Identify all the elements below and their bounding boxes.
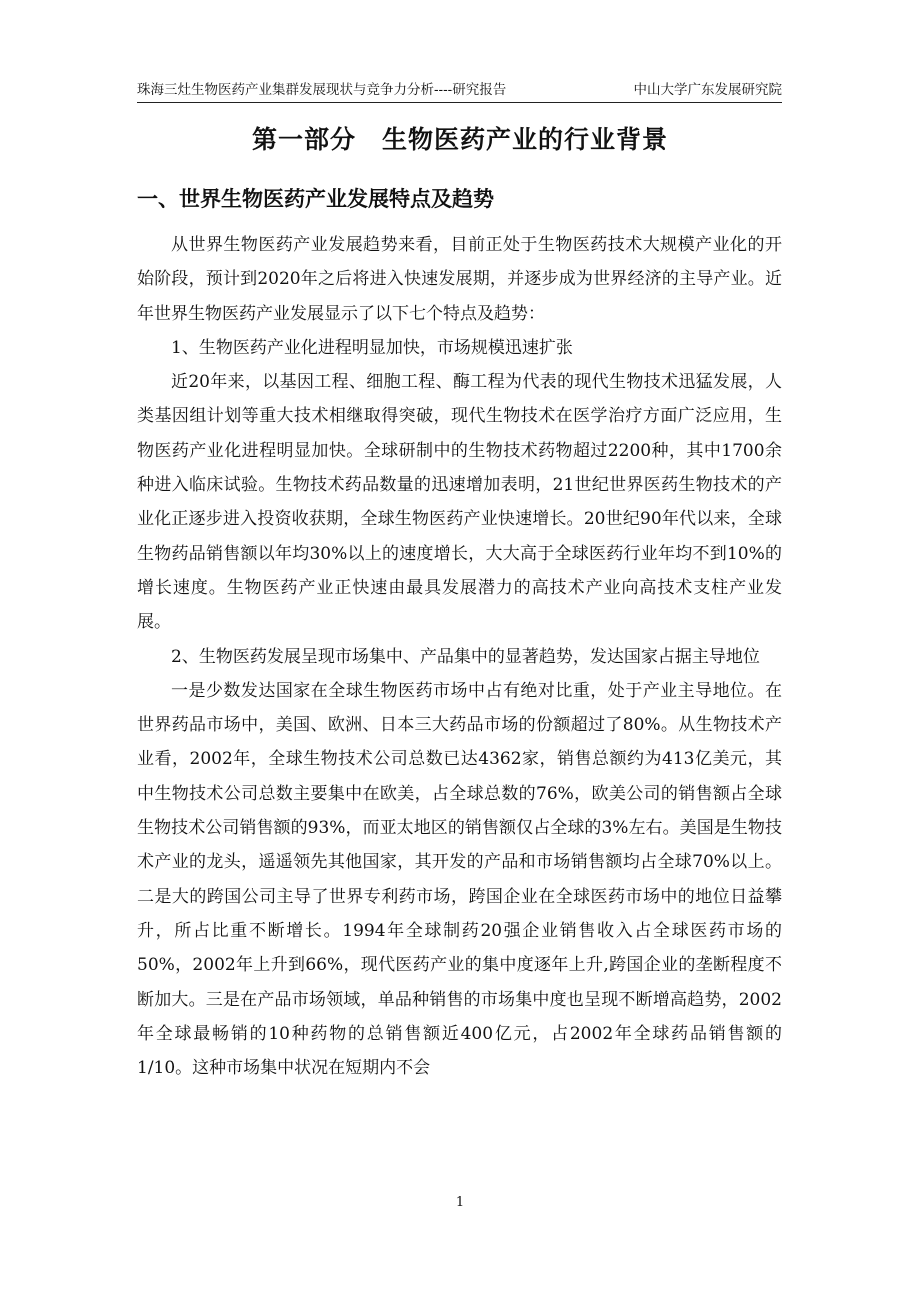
page-number: 1 — [455, 1195, 465, 1210]
part-title: 第一部分 生物医药产业的行业背景 — [251, 125, 668, 154]
body-text — [137, 228, 782, 1085]
paragraph-intro: 从世界生物医药产业发展趋势来看，目前正处于生物医药技术大规模产业化的开始阶段，预计到2020年之后将进入快速发展期，并逐步成为世界经济的主导产业。近年世界生物医药产业发展显示了以下七个特点及趋势： — [137, 235, 782, 324]
subheading-1: 1、生物医药产业化进程明显加快，市场规模迅速扩张 — [171, 337, 573, 358]
paragraph-1: 近20年来，以基因工程、细胞工程、酶工程为代表的现代生物技术迅猛发展，人类基因组计划等重大技术相继取得突破，现代生物技术在医学治疗方面广泛应用，生物医药产业化进程明显加快。全球研制中的生物技术药物超过2200种，其中1700余种进入临床试验。生物技术药品数量的迅速增加表明，21世纪世界医药生物技术的产业化正逐步进入投资收获期，全球生物医药产业快速增长。20世纪90年代以来，全球生物药品销售额以年均30%以上的速度增长，大大高于全球医药行业年均不到10%的增长速度。生物医药产业正快速由最具发展潜力的高技术产业向高技术支柱产业发展。 — [137, 372, 782, 633]
section-title: 一、世界生物医药产业发展特点及趋势 — [137, 186, 494, 211]
header-report-title: 珠海三灶生物医药产业集群发展现状与竞争力分析----研究报告 — [137, 82, 507, 98]
page-header — [137, 75, 782, 103]
paragraph-2: 一是少数发达国家在全球生物医药市场中占有绝对比重，处于产业主导地位。在世界药品市场中，美国、欧洲、日本三大药品市场的份额超过了80%。从生物技术产业看，2002年，全球生物技术公司总数已达4362家，销售总额约为413亿美元，其中生物技术公司总数主要集中在欧美，占全球总数的76%，欧美公司的销售额占全球生物技术公司销售额的93%，而亚太地区的销售额仅占全球的3%左右。美国是生物技术产业的龙头，遥遥领先其他国家，其开发的产品和市场销售额均占全球70%以上。二是大的跨国公司主导了世界专利药市场，跨国企业在全球医药市场中的地位日益攀升，所占比重不断增长。1994年全球制药20强企业销售收入占全球医药市场的50%，2002年上升到66%，现代医药产业的集中度逐年上升,跨国企业的垄断程度不断加大。三是在产品市场领域，单品种销售的市场集中度也呈现不断增高趋势，2002年全球最畅销的10种药物的总销售额近400亿元，占2002年全球药品销售额的1/10。这种市场集中状况在短期内不会 — [137, 680, 782, 1079]
header-institute: 中山大学广东发展研究院 — [633, 82, 782, 98]
subheading-2: 2、生物医药发展呈现市场集中、产品集中的显著趋势，发达国家占据主导地位 — [171, 646, 760, 667]
